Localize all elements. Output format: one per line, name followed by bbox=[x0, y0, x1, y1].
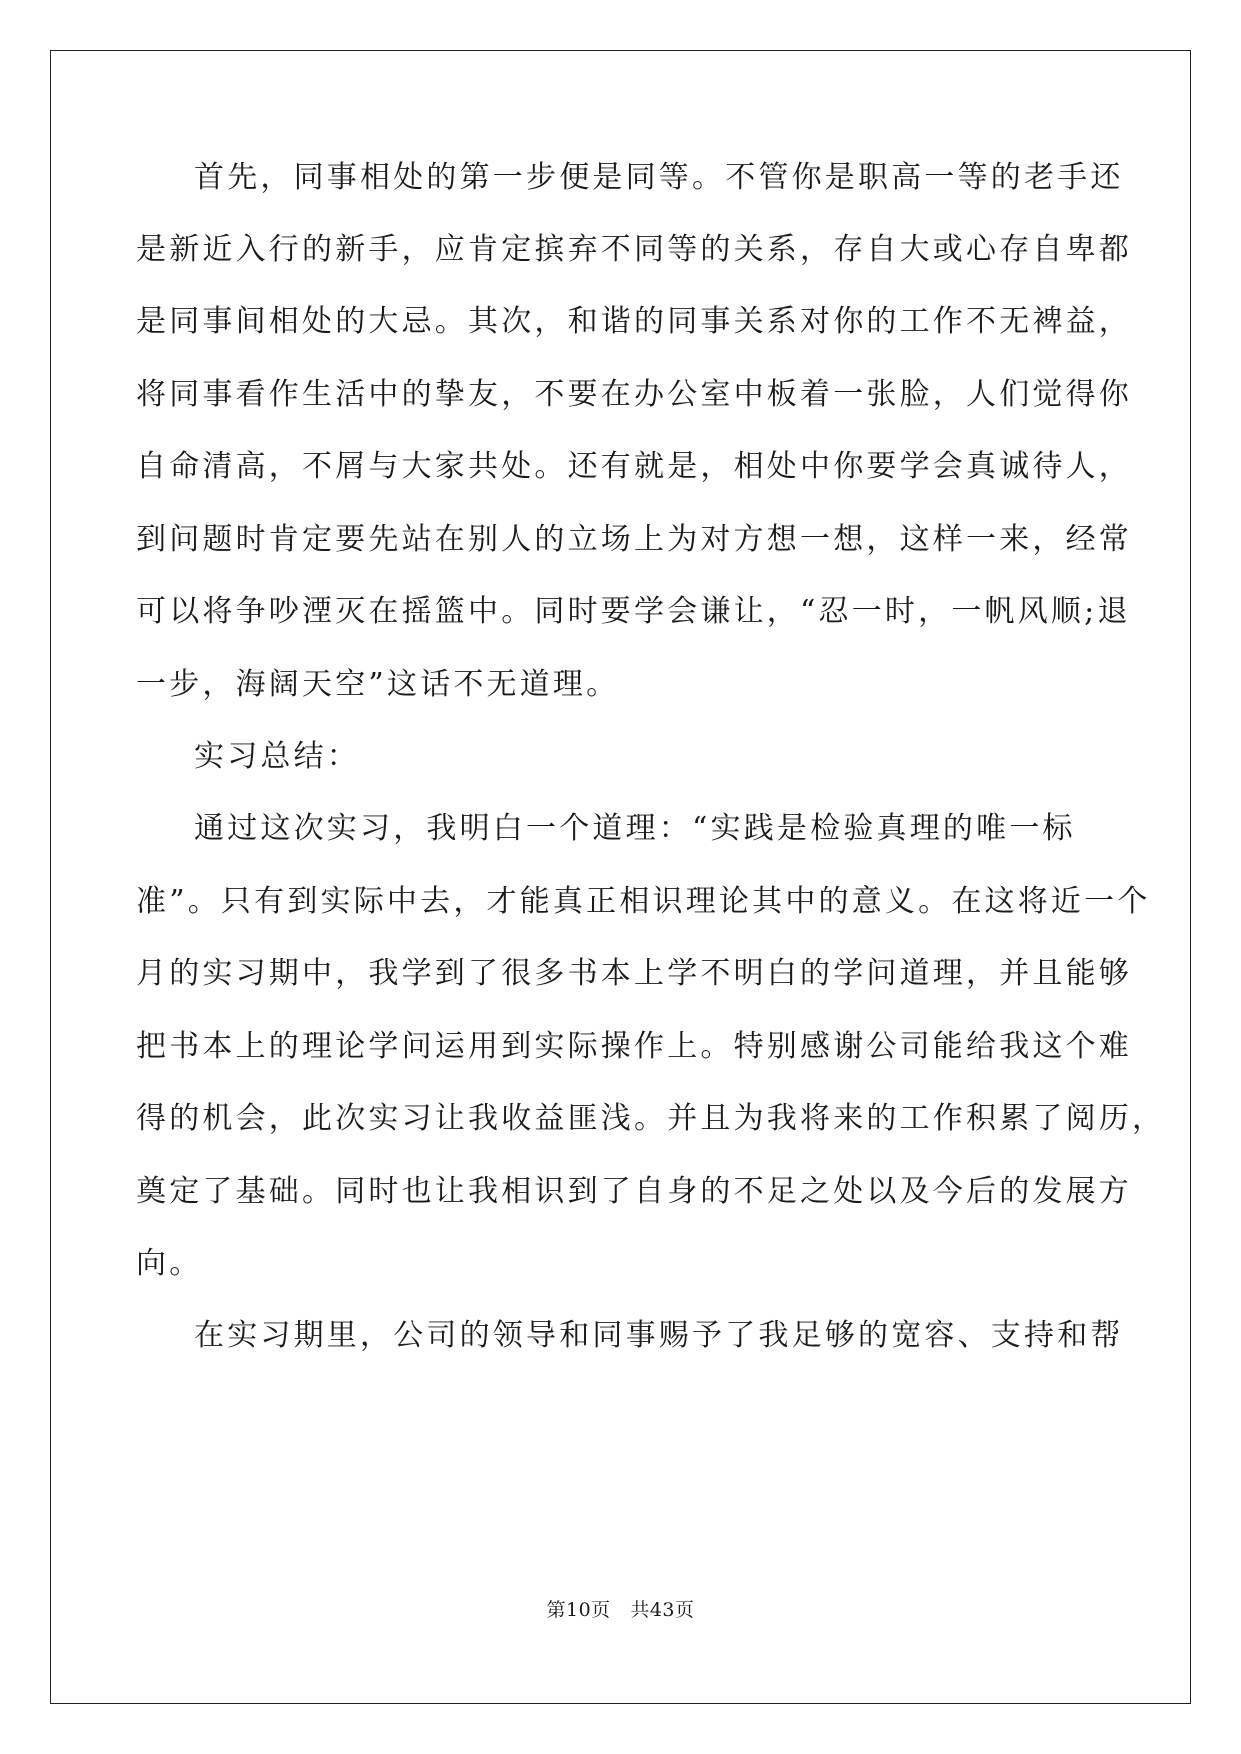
page-label-prefix: 第 bbox=[546, 1599, 566, 1621]
text-line: 可以将争吵湮灭在摇篮中。同时要学会谦让，“忍一时，一帆风顺;退 bbox=[136, 594, 1131, 629]
current-page-number: 10 bbox=[565, 1599, 592, 1621]
text-line: 月的实习期中，我学到了很多书本上学不明白的学问道理，并且能够 bbox=[136, 956, 1132, 991]
section-heading: 实习总结： bbox=[194, 739, 360, 774]
text-line: 将同事看作生活中的挚友，不要在办公室中板着一张脸，人们觉得你 bbox=[136, 377, 1132, 412]
text-line: 在实习期里，公司的领导和同事赐予了我足够的宽容、支持和帮 bbox=[194, 1318, 1124, 1353]
text-line: 到问题时肯定要先站在别人的立场上为对方想一想，这样一来，经常 bbox=[136, 522, 1132, 557]
text-line: 得的机会，此次实习让我收益匪浅。并且为我将来的工作积累了阅历， bbox=[136, 1101, 1166, 1136]
total-label-suffix: 页 bbox=[675, 1599, 695, 1621]
page-number-footer bbox=[0, 1598, 1241, 1622]
text-line: 自命清高，不屑与大家共处。还有就是，相处中你要学会真诚待人， bbox=[136, 449, 1132, 484]
text-line: 奠定了基础。同时也让我相识到了自身的不足之处以及今后的发展方 bbox=[136, 1174, 1132, 1209]
total-pages-number: 43 bbox=[649, 1599, 676, 1621]
text-line: 向。 bbox=[136, 1246, 203, 1281]
text-line: 是同事间相处的大忌。其次，和谐的同事关系对你的工作不无裨益， bbox=[136, 304, 1132, 339]
total-label-prefix: 共 bbox=[630, 1599, 650, 1621]
text-line: 通过这次实习，我明白一个道理：“实践是检验真理的唯一标 bbox=[194, 811, 1076, 846]
text-line: 是新近入行的新手，应肯定摈弃不同等的关系，存自大或心存自卑都 bbox=[136, 232, 1132, 267]
text-line: 首先，同事相处的第一步便是同等。不管你是职高一等的老手还 bbox=[194, 160, 1124, 195]
page-border bbox=[50, 50, 1191, 1704]
page-label-suffix: 页 bbox=[591, 1599, 611, 1621]
text-line: 准”。只有到实际中去，才能真正相识理论其中的意义。在这将近一个 bbox=[136, 884, 1151, 919]
text-line: 把书本上的理论学问运用到实际操作上。特别感谢公司能给我这个难 bbox=[136, 1029, 1132, 1064]
text-line: 一步，海阔天空”这话不无道理。 bbox=[136, 667, 620, 702]
